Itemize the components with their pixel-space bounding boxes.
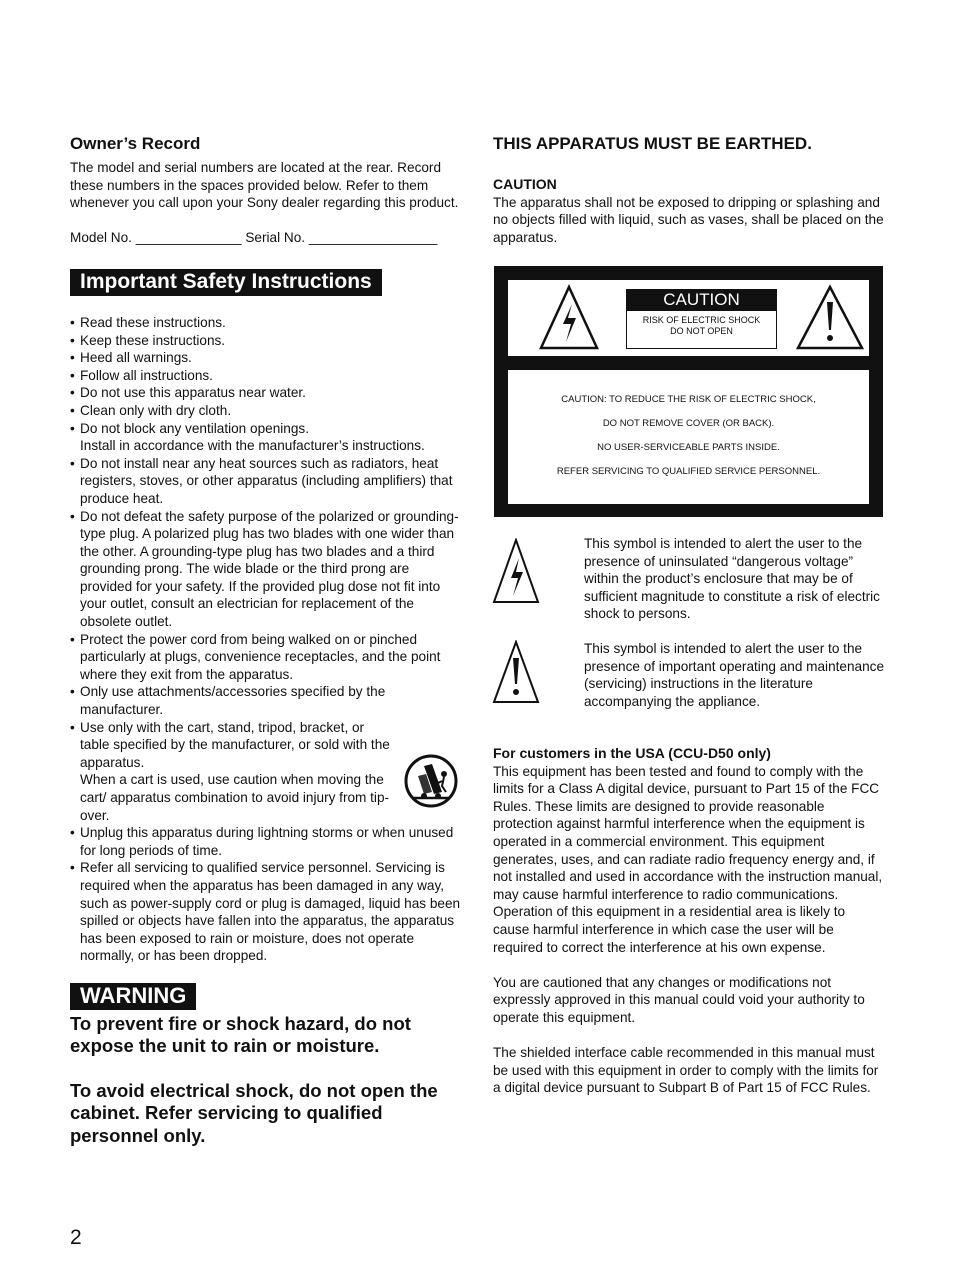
exclamation-triangle-icon <box>795 284 865 352</box>
lightning-triangle-icon <box>538 284 600 352</box>
caution-plate-title: CAUTION <box>627 290 776 311</box>
safety-item <box>70 367 465 385</box>
safety-item-text: • Do not defeat the safety purpose of the polarized or grounding-type plug. A polarized plug has two blades with one wider than the other. A grounding-type plug has two blades and a third grounding prong. The wide blade or the third prong are provided for your safety. If the provided plug dose not fit into your outlet, consult an electrician for replacement of the obsolete outlet. <box>80 508 459 630</box>
warning-text-2: To avoid electrical shock, do not open the cabinet. Refer servicing to qualified personnel only. <box>70 1079 438 1146</box>
safety-heading: Important Safety Instructions <box>70 269 382 296</box>
earthed-heading: THIS APPARATUS MUST BE EARTHED. <box>493 134 812 153</box>
model-serial-fields: Model No. ______________ Serial No. _________________ <box>70 230 438 246</box>
safety-item-text: • Do not install near any heat sources such as radiators, heat registers, stoves, or other apparatus (including amplifiers) that produce heat. <box>80 455 453 506</box>
safety-item-text: • Protect the power cord from being walked on or pinched particularly at plugs, convenience receptacles, and the point where they exit from the apparatus. <box>80 631 441 682</box>
safety-item <box>70 455 465 508</box>
safety-item-text: • Refer all servicing to qualified service personnel. Servicing is required when the apparatus has been damaged in any way, such as power-supply cord or plug is damaged, liquid has been spilled or objects have fallen into the apparatus, the apparatus has been exposed to rain or moisture, does not operate normally, or has been dropped. <box>80 860 461 964</box>
warning-text-1: To prevent fire or shock hazard, do not expose the unit to rain or moisture. <box>70 1012 411 1057</box>
caution-box-bottom <box>508 370 869 504</box>
cart-tipover-icon <box>402 752 460 810</box>
caution-line-4: REFER SERVICING TO QUALIFIED SERVICE PERSONNEL. <box>556 466 821 477</box>
fcc-paragraph-2: You are cautioned that any changes or modifications not expressly approved in this manual could void your authority to operate this equipment. <box>493 974 865 1025</box>
safety-item-text: Install in accordance with the manufacturer’s instructions. <box>80 438 425 454</box>
safety-item <box>70 631 465 684</box>
fcc-section <box>493 745 885 1097</box>
exclaim-symbol-text: This symbol is intended to alert the user to the presence of important operating and maintenance (servicing) instructions in the literature accompanying the appliance. <box>584 641 885 709</box>
safety-item <box>70 508 465 631</box>
fcc-heading: For customers in the USA (CCU-D50 only) <box>493 745 771 761</box>
caution-label-box <box>494 266 883 517</box>
owners-record-body: The model and serial numbers are located at the rear. Record these numbers in the spaces provided below. Refer to them whenever you call upon your Sony dealer regarding this product. <box>70 160 459 211</box>
safety-item-text: • Read these instructions. <box>80 314 226 330</box>
caution-plate-sub1: RISK OF ELECTRIC SHOCK <box>642 315 761 325</box>
voltage-symbol-text: This symbol is intended to alert the user to the presence of uninsulated “dangerous voltage” within the product’s enclosure that may be of sufficient magnitude to constitute a risk of electric shock to persons. <box>584 536 880 622</box>
safety-item-text: • Follow all instructions. <box>80 367 213 383</box>
left-column <box>70 134 465 1147</box>
safety-item <box>70 314 465 332</box>
safety-item <box>70 859 465 965</box>
safety-item <box>70 683 465 718</box>
owners-record-heading: Owner’s Record <box>70 134 201 153</box>
caution-line-3: NO USER-SERVICEABLE PARTS INSIDE. <box>597 442 780 453</box>
caution-line-2: DO NOT REMOVE COVER (OR BACK). <box>602 418 775 429</box>
caution-plate-sub2: DO NOT OPEN <box>670 326 733 336</box>
safety-item-text: • Use only with the cart, stand, tripod, bracket, or table specified by the manufacturer, or sold with the apparatus. <box>80 719 390 770</box>
right-column <box>493 134 885 246</box>
caution-label: CAUTION <box>493 176 557 192</box>
warning-heading: WARNING <box>70 983 196 1010</box>
safety-item-text: • Clean only with dry cloth. <box>80 402 232 418</box>
caution-line-1: CAUTION: TO REDUCE THE RISK OF ELECTRIC SHOCK, <box>561 394 816 405</box>
lightning-triangle-icon <box>492 538 540 606</box>
safety-item <box>70 349 465 367</box>
safety-list <box>70 314 465 965</box>
safety-item <box>70 332 465 350</box>
safety-item-text: • Only use attachments/accessories specified by the manufacturer. <box>80 684 386 718</box>
safety-item-text: • Heed all warnings. <box>80 350 192 366</box>
fcc-paragraph-1: This equipment has been tested and found to comply with the limits for a Class A digital device, pursuant to Part 15 of the FCC Rules. These limits are designed to provide reasonable protection against harmful interference when the equipment is operated in a commercial environment. This equipment generates, uses, and can radiate radio frequency energy and, if not installed and used in accordance with the instruction manual, may cause harmful interference to radio communications. Operation of this equipment in a residential area is likely to cause harmful interference in which case the user will be required to correct the interference at his own expense. <box>493 763 883 955</box>
safety-item <box>70 824 465 859</box>
fcc-paragraph-3: The shielded interface cable recommended in this manual must be used with this equipment in order to comply with the limits for a digital device pursuant to Subpart B of Part 15 of FCC Rules. <box>493 1045 879 1096</box>
caution-box-top <box>508 280 869 356</box>
caution-text: The apparatus shall not be exposed to dripping or splashing and no objects filled with liquid, such as vases, shall be placed on the apparatus. <box>493 194 884 245</box>
safety-item-text: • Unplug this apparatus during lightning storms or when unused for long periods of time. <box>80 825 454 858</box>
safety-item <box>70 420 465 455</box>
caution-plate <box>626 289 777 349</box>
safety-item-text: • Keep these instructions. <box>80 332 226 348</box>
safety-item <box>70 384 465 402</box>
page-number: 2 <box>70 1226 82 1249</box>
safety-item-text: • Do not block any ventilation openings. <box>80 420 309 436</box>
safety-item-text: • Do not use this apparatus near water. <box>80 385 306 401</box>
safety-item-text: When a cart is used, use caution when moving the cart/ apparatus combination to avoid injury from tip-over. <box>80 772 390 823</box>
safety-item <box>70 402 465 420</box>
exclamation-triangle-icon <box>492 640 540 706</box>
